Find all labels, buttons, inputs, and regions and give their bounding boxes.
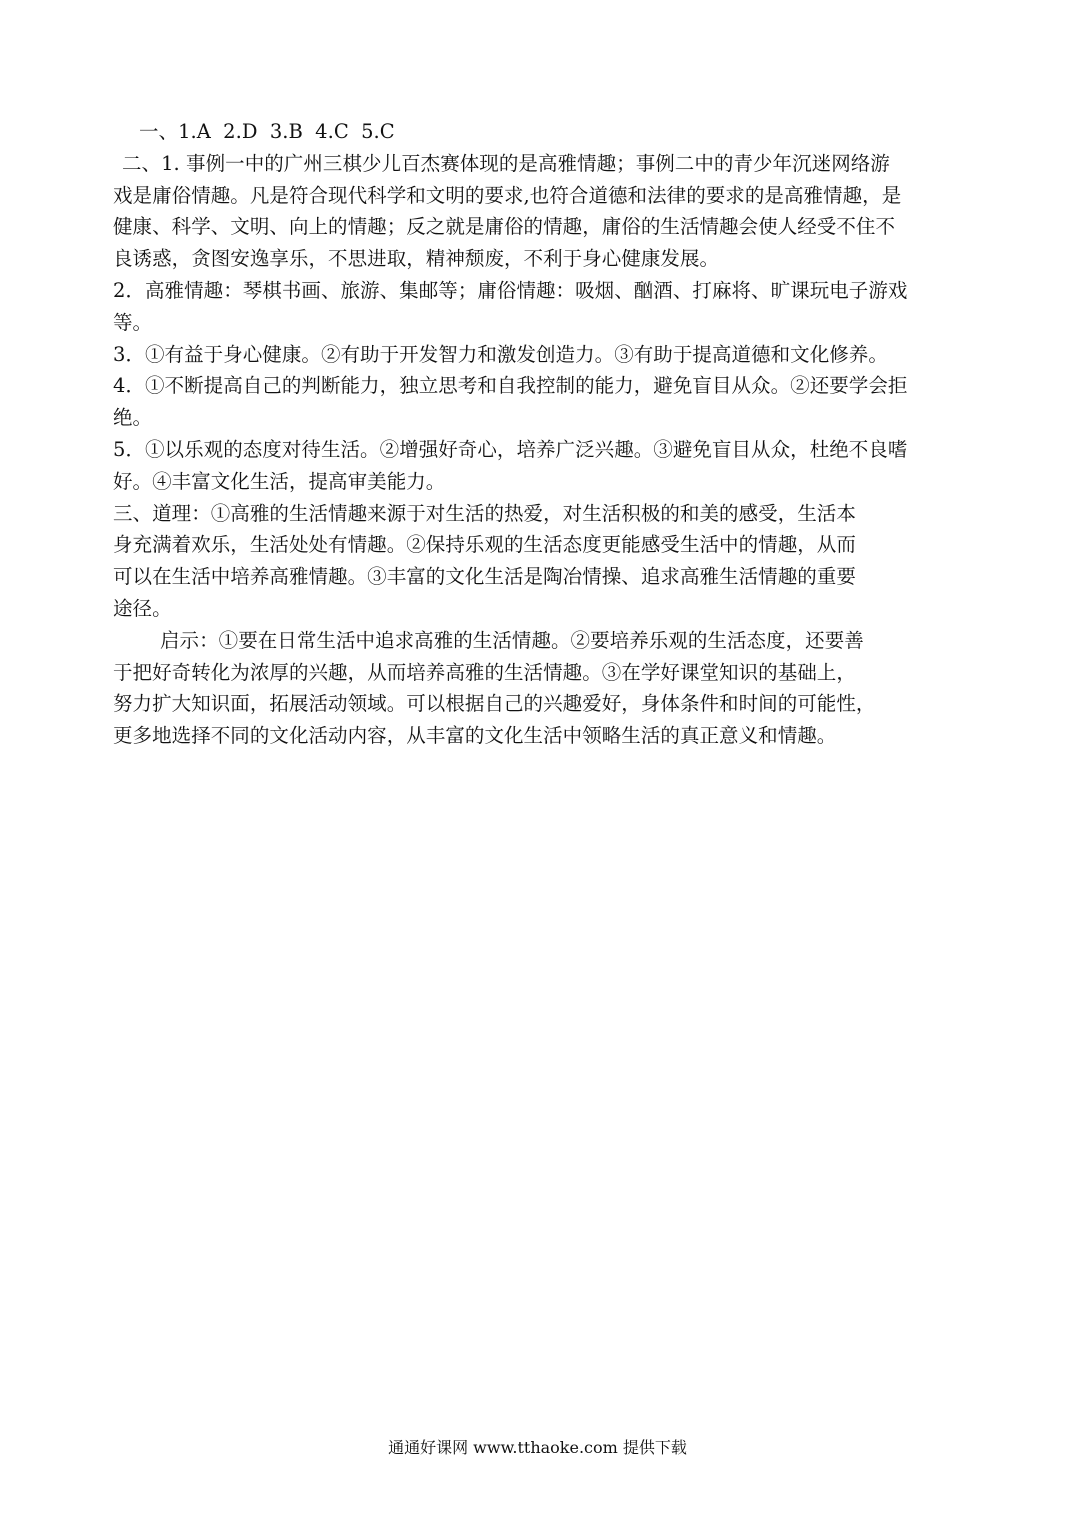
section-two-item-4-line-2: 绝。	[113, 406, 153, 430]
section-three-reason-line-4: 途径。	[113, 596, 172, 620]
section-three-insight-line-1: 启示：①要在日常生活中追求高雅的生活情趣。②要培养乐观的生活态度，还要善	[160, 628, 864, 652]
section-three-insight-line-2: 于把好奇转化为浓厚的兴趣，从而培养高雅的生活情趣。③在学好课堂知识的基础上，	[113, 660, 856, 684]
section-three-reason-line-2: 身充满着欢乐，生活处处有情趣。②保持乐观的生活态度更能感受生活中的情趣，从而	[113, 533, 856, 557]
section-three-insight-line-3: 努力扩大知识面，拓展活动领域。可以根据自己的兴趣爱好，身体条件和时间的可能性，	[113, 692, 876, 716]
section-two-item-1-line-2: 戏是庸俗情趣。凡是符合现代科学和文明的要求,也符合道德和法律的要求的是高雅情趣，是	[113, 183, 902, 207]
section-one-answers: 一、1.A 2.D 3.B 4.C 5.C	[139, 120, 395, 143]
section-two-item-1-line-1: 二、1. 事例一中的广州三棋少儿百杰赛体现的是高雅情趣；事例二中的青少年沉迷网络游	[122, 151, 890, 175]
section-three-reason-line-3: 可以在生活中培养高雅情趣。③丰富的文化生活是陶冶情操、追求高雅生活情趣的重要	[113, 565, 856, 589]
section-two-item-1-line-3: 健康、科学、文明、向上的情趣；反之就是庸俗的情趣，庸俗的生活情趣会使人经受不住不	[113, 215, 896, 239]
page-footer: 通通好课网 www.tthaoke.com 提供下载	[388, 1438, 687, 1457]
section-two-item-5-line-2: 好。④丰富文化生活，提高审美能力。	[113, 469, 446, 493]
section-two-item-3: 3．①有益于身心健康。②有助于开发智力和激发创造力。③有助于提高道德和文化修养。	[113, 342, 888, 366]
answer-key-body	[113, 116, 963, 752]
section-three-insight-line-4: 更多地选择不同的文化活动内容，从丰富的文化生活中领略生活的真正意义和情趣。	[113, 724, 837, 748]
section-two-item-1-line-4: 良诱惑，贪图安逸享乐，不思进取，精神颓废，不利于身心健康发展。	[113, 247, 720, 271]
section-two-item-2-line-2: 等。	[113, 310, 153, 334]
section-three-reason-line-1: 三、道理：①高雅的生活情趣来源于对生活的热爱，对生活积极的和美的感受，生活本	[113, 501, 856, 525]
section-two-item-4-line-1: 4．①不断提高自己的判断能力，独立思考和自我控制的能力，避免盲目从众。②还要学会拒	[113, 374, 908, 398]
section-two-item-2-line-1: 2．高雅情趣：琴棋书画、旅游、集邮等；庸俗情趣：吸烟、酗酒、打麻将、旷课玩电子游戏	[113, 278, 908, 302]
section-two-item-5-line-1: 5．①以乐观的态度对待生活。②增强好奇心，培养广泛兴趣。③避免盲目从众，杜绝不良嗜	[113, 437, 908, 461]
